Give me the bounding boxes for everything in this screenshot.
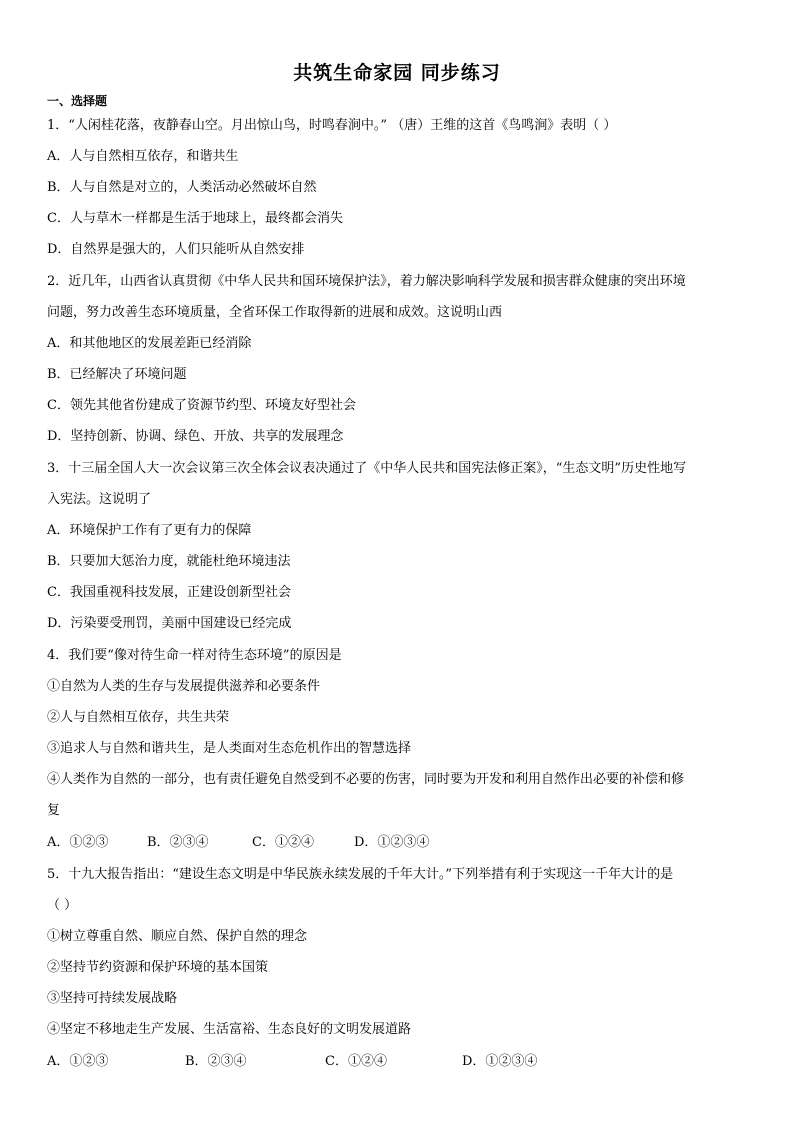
q4-choice-d: D．①②③④: [354, 835, 430, 850]
q4-statement-1: ①自然为人类的生存与发展提供滋养和必要条件: [47, 679, 321, 694]
q5-statement-4: ④坚定不移地走生产发展、生活富裕、生态良好的文明发展道路: [47, 1022, 412, 1037]
q3-option-c: C．我国重视科技发展，正建设创新型社会: [47, 585, 291, 600]
section-heading: 一、选择题: [47, 94, 108, 108]
q5-choice-b: B．②③④: [185, 1054, 247, 1069]
q4-choice-a: A．①②③: [47, 835, 109, 850]
q3-option-d: D．污染要受刑罚，美丽中国建设已经完成: [47, 616, 292, 631]
q5-choice-a: A．①②③: [47, 1054, 109, 1069]
q5-stem-line-1: 5．十九大报告指出：“建设生态文明是中华民族永续发展的千年大计。”下列举措有利于实现这一千年大计的是: [47, 867, 674, 882]
q4-statement-2: ②人与自然相互依存，共生共荣: [47, 710, 230, 725]
q3-option-b: B．只要加大惩治力度，就能杜绝环境违法: [47, 554, 291, 569]
q4-statement-4: ④人类作为自然的一部分，也有责任避免自然受到不必要的伤害，同时要为开发和利用自然作出必要的补偿和修: [47, 772, 685, 787]
page-title: 共筑生命家园 同步练习: [293, 62, 501, 84]
q5-stem-line-2: （ ）: [47, 898, 78, 913]
q2-option-c: C．领先其他省份建成了资源节约型、环境友好型社会: [47, 398, 356, 413]
q1-option-a: A．人与自然相互依存，和谐共生: [47, 149, 239, 164]
q1-option-c: C．人与草木一样都是生活于地球上，最终都会消失: [47, 211, 343, 226]
q2-option-a: A．和其他地区的发展差距已经消除: [47, 336, 252, 351]
q1-option-d: D．自然界是强大的，人们只能听从自然安排: [47, 242, 305, 257]
q4-statement-3: ③追求人与自然和谐共生，是人类面对生态危机作出的智慧选择: [47, 741, 412, 756]
q5-choice-d: D．①②③④: [462, 1054, 538, 1069]
q5-statement-1: ①树立尊重自然、顺应自然、保护自然的理念: [47, 929, 308, 944]
q2-stem-line-1: 2．近几年，山西省认真贯彻《中华人民共和国环境保护法》，着力解决影响科学发展和损害群众健康的突出环境: [47, 274, 686, 289]
q4-choices: [47, 834, 747, 852]
q4-choice-b: B．②③④: [147, 835, 209, 850]
q2-option-b: B．已经解决了环境问题: [47, 367, 187, 382]
q5-statement-2: ②坚持节约资源和保护环境的基本国策: [47, 960, 269, 975]
q2-option-d: D．坚持创新、协调、绿色、开放、共享的发展理念: [47, 429, 344, 444]
q1-stem-line-1: 1．“人闲桂花落，夜静春山空。月出惊山鸟，时鸣春涧中。” （唐）王维的这首《鸟鸣涧》表明（ ）: [47, 118, 617, 133]
q3-option-a: A．环境保护工作有了更有力的保障: [47, 523, 252, 538]
q5-choice-c: C．①②④: [325, 1054, 387, 1069]
q1-option-b: B．人与自然是对立的，人类活动必然破坏自然: [47, 180, 317, 195]
q3-stem-line-2: 入宪法。这说明了: [47, 492, 152, 507]
q4-choice-c: C．①②④: [252, 835, 314, 850]
q3-stem-line-1: 3．十三届全国人大一次会议第三次全体会议表决通过了《中华人民共和国宪法修正案》，“生态文明”历史性地写: [47, 461, 687, 476]
q2-stem-line-2: 问题，努力改善生态环境质量，全省环保工作取得新的进展和成效。这说明山西: [47, 305, 503, 320]
q4-statement-4-cont: 复: [47, 803, 61, 818]
q5-statement-3: ③坚持可持续发展战略: [47, 991, 178, 1006]
q5-choices: [47, 1053, 747, 1071]
q4-stem-line-1: 4．我们要“像对待生命一样对待生态环境”的原因是: [47, 648, 342, 663]
